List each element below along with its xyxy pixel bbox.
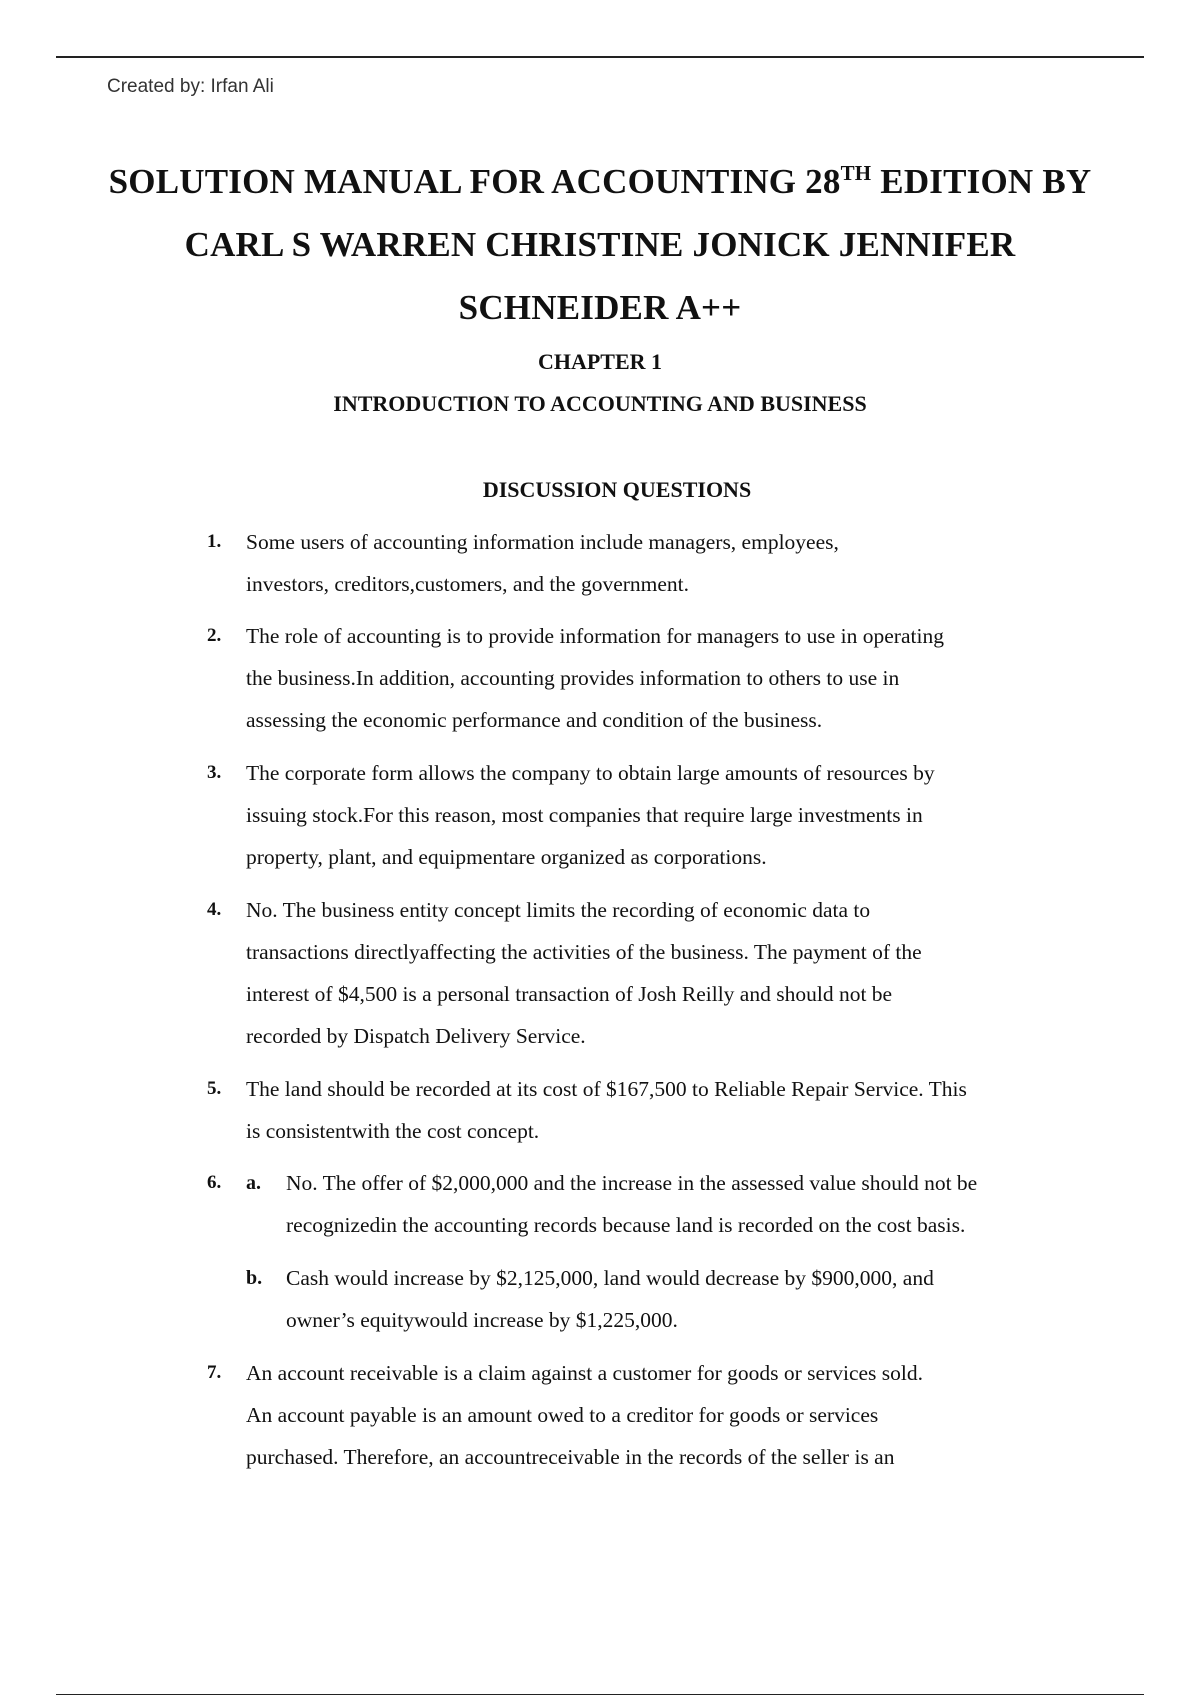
chapter-title: INTRODUCTION TO ACCOUNTING AND BUSINESS bbox=[333, 391, 867, 416]
answer-text bbox=[246, 889, 1096, 1057]
answer-line: is consistentwith the cost concept. bbox=[246, 1119, 540, 1143]
question-number: 6. bbox=[207, 1172, 222, 1193]
answer-line: recognizedin the accounting records because land is recorded on the cost basis. bbox=[286, 1213, 966, 1237]
answer-line: owner’s equitywould increase by $1,225,000. bbox=[286, 1308, 678, 1332]
answer-line: Some users of accounting information include managers, employees, bbox=[246, 530, 839, 554]
question-number: 3. bbox=[207, 762, 222, 783]
subpart-text bbox=[286, 1257, 1106, 1341]
document-title bbox=[80, 150, 1120, 339]
title-line-3: SCHNEIDER A++ bbox=[458, 288, 742, 327]
answer-line: The corporate form allows the company to obtain large amounts of resources by bbox=[246, 761, 935, 785]
bottom-rule bbox=[56, 1694, 1144, 1695]
title-superscript: TH bbox=[840, 161, 872, 185]
title-line-2: CARL S WARREN CHRISTINE JONICK JENNIFER bbox=[184, 225, 1016, 264]
chapter-label: CHAPTER 1 bbox=[537, 349, 663, 374]
created-by: Created by: Irfan Ali bbox=[107, 76, 274, 97]
answer-text bbox=[246, 521, 1096, 605]
answer-text bbox=[246, 1068, 1096, 1152]
question-number: 4. bbox=[207, 899, 222, 920]
answer-line: issuing stock.For this reason, most companies that require large investments in bbox=[246, 803, 923, 827]
answer-line: An account receivable is a claim against a customer for goods or services sold. bbox=[246, 1361, 924, 1385]
title-text: SOLUTION MANUAL FOR ACCOUNTING 28 bbox=[108, 162, 841, 201]
answer-line: No. The offer of $2,000,000 and the increase in the assessed value should not be bbox=[286, 1171, 978, 1195]
answer-line: assessing the economic performance and condition of the business. bbox=[246, 708, 823, 732]
answer-line: The land should be recorded at its cost of $167,500 to Reliable Repair Service. This bbox=[246, 1077, 967, 1101]
answer-line: property, plant, and equipmentare organized as corporations. bbox=[246, 845, 767, 869]
answer-text bbox=[246, 752, 1096, 878]
title-text-cont: EDITION BY bbox=[871, 162, 1092, 201]
answer-line: transactions directlyaffecting the activities of the business. The payment of the bbox=[246, 940, 922, 964]
subpart-label: b. bbox=[246, 1267, 263, 1289]
answer-line: recorded by Dispatch Delivery Service. bbox=[246, 1024, 586, 1048]
answer-line: Cash would increase by $2,125,000, land would decrease by $900,000, and bbox=[286, 1266, 934, 1290]
top-rule bbox=[56, 56, 1144, 58]
question-number: 1. bbox=[207, 531, 222, 552]
question-number: 7. bbox=[207, 1362, 222, 1383]
question-number: 5. bbox=[207, 1078, 222, 1099]
section-heading: DISCUSSION QUESTIONS bbox=[482, 477, 752, 502]
subpart-label: a. bbox=[246, 1172, 261, 1194]
answer-text bbox=[246, 1352, 1096, 1478]
answer-line: An account payable is an amount owed to a creditor for goods or services bbox=[246, 1403, 879, 1427]
answer-line: interest of $4,500 is a personal transaction of Josh Reilly and should not be bbox=[246, 982, 893, 1006]
answer-text bbox=[246, 615, 1096, 741]
subpart-text bbox=[286, 1162, 1106, 1246]
answer-line: The role of accounting is to provide information for managers to use in operating bbox=[246, 624, 944, 648]
answer-line: purchased. Therefore, an accountreceivable in the records of the seller is an bbox=[246, 1445, 895, 1469]
answer-line: No. The business entity concept limits the recording of economic data to bbox=[246, 898, 871, 922]
answer-line: investors, creditors,customers, and the government. bbox=[246, 572, 690, 596]
answer-line: the business.In addition, accounting provides information to others to use in bbox=[246, 666, 900, 690]
question-number: 2. bbox=[207, 625, 222, 646]
